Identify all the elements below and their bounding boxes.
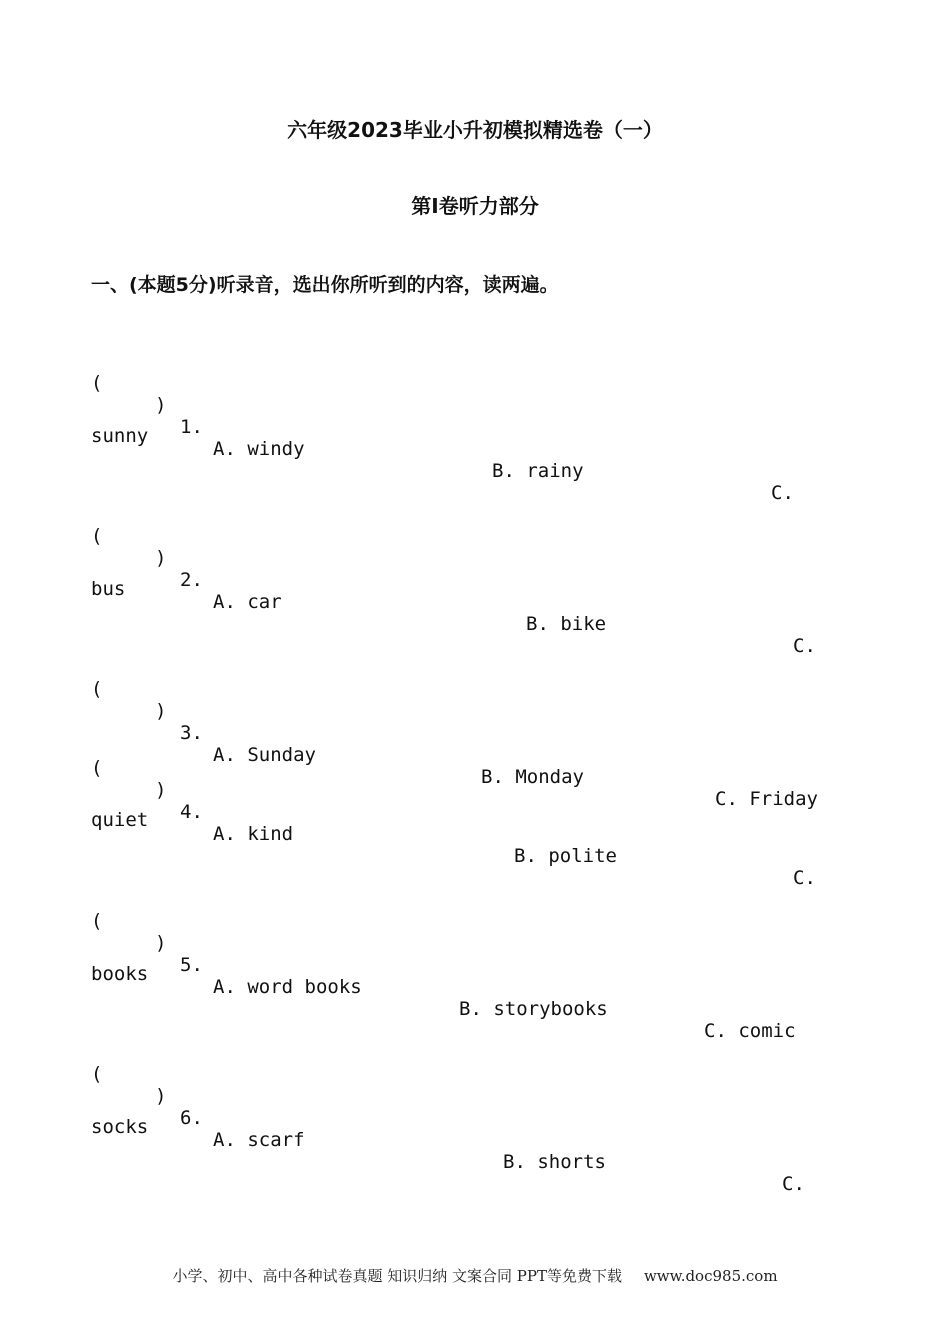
option-c-continued: sunny: [91, 425, 149, 447]
option-b: B. polite: [514, 845, 617, 867]
section-subtitle: 第Ⅰ卷听力部分: [411, 194, 539, 218]
option-c-continued: bus: [91, 578, 126, 600]
question-number: 5.: [180, 954, 203, 976]
option-a: A. kind: [213, 823, 294, 845]
answer-blank-open: (: [91, 678, 103, 700]
answer-blank-open: (: [91, 910, 103, 932]
answer-blank-close: ): [155, 779, 167, 801]
option-c: C.: [782, 1173, 805, 1195]
answer-blank-open: (: [91, 757, 103, 779]
footer-url[interactable]: www.doc985.com: [643, 1267, 778, 1285]
option-a: A. Sunday: [213, 744, 316, 766]
option-b: B. bike: [526, 613, 607, 635]
answer-blank-close: ): [155, 1085, 167, 1107]
question-number: 3.: [180, 722, 203, 744]
option-b: B. Monday: [481, 766, 584, 788]
option-c: C. comic: [704, 1020, 796, 1042]
question-number: 4.: [180, 801, 203, 823]
question-row: [0, 503, 950, 657]
question-number: 6.: [180, 1107, 203, 1129]
option-a: A. word books: [213, 976, 362, 998]
option-c: C. Friday: [715, 788, 818, 810]
answer-blank-close: ): [155, 700, 167, 722]
question-instruction: 一、(本题5分)听录音，选出你所听到的内容，读两遍。: [91, 274, 559, 296]
answer-blank-open: (: [91, 1063, 103, 1085]
answer-blank-close: ): [155, 547, 167, 569]
option-b: B. storybooks: [459, 998, 608, 1020]
option-a: A. car: [213, 591, 282, 613]
option-a: A. windy: [213, 438, 305, 460]
page-footer: [0, 1265, 950, 1286]
question-number: 1.: [180, 416, 203, 438]
footer-text: 小学、初中、高中各种试卷真题 知识归纳 文案合同 PPT等免费下载: [172, 1267, 622, 1285]
answer-blank-open: (: [91, 372, 103, 394]
option-c-continued: quiet: [91, 809, 149, 831]
answer-blank-open: (: [91, 525, 103, 547]
option-b: B. rainy: [492, 460, 584, 482]
option-a: A. scarf: [213, 1129, 305, 1151]
page-title: 六年级2023毕业小升初模拟精选卷（一）: [287, 118, 663, 142]
option-c: C.: [793, 867, 816, 889]
option-c-continued: socks: [91, 1116, 149, 1138]
option-c: C.: [793, 635, 816, 657]
option-c: C.: [771, 482, 794, 504]
answer-blank-close: ): [155, 394, 167, 416]
question-number: 2.: [180, 569, 203, 591]
answer-blank-close: ): [155, 932, 167, 954]
option-b: B. shorts: [503, 1151, 606, 1173]
option-c-continued: books: [91, 963, 149, 985]
